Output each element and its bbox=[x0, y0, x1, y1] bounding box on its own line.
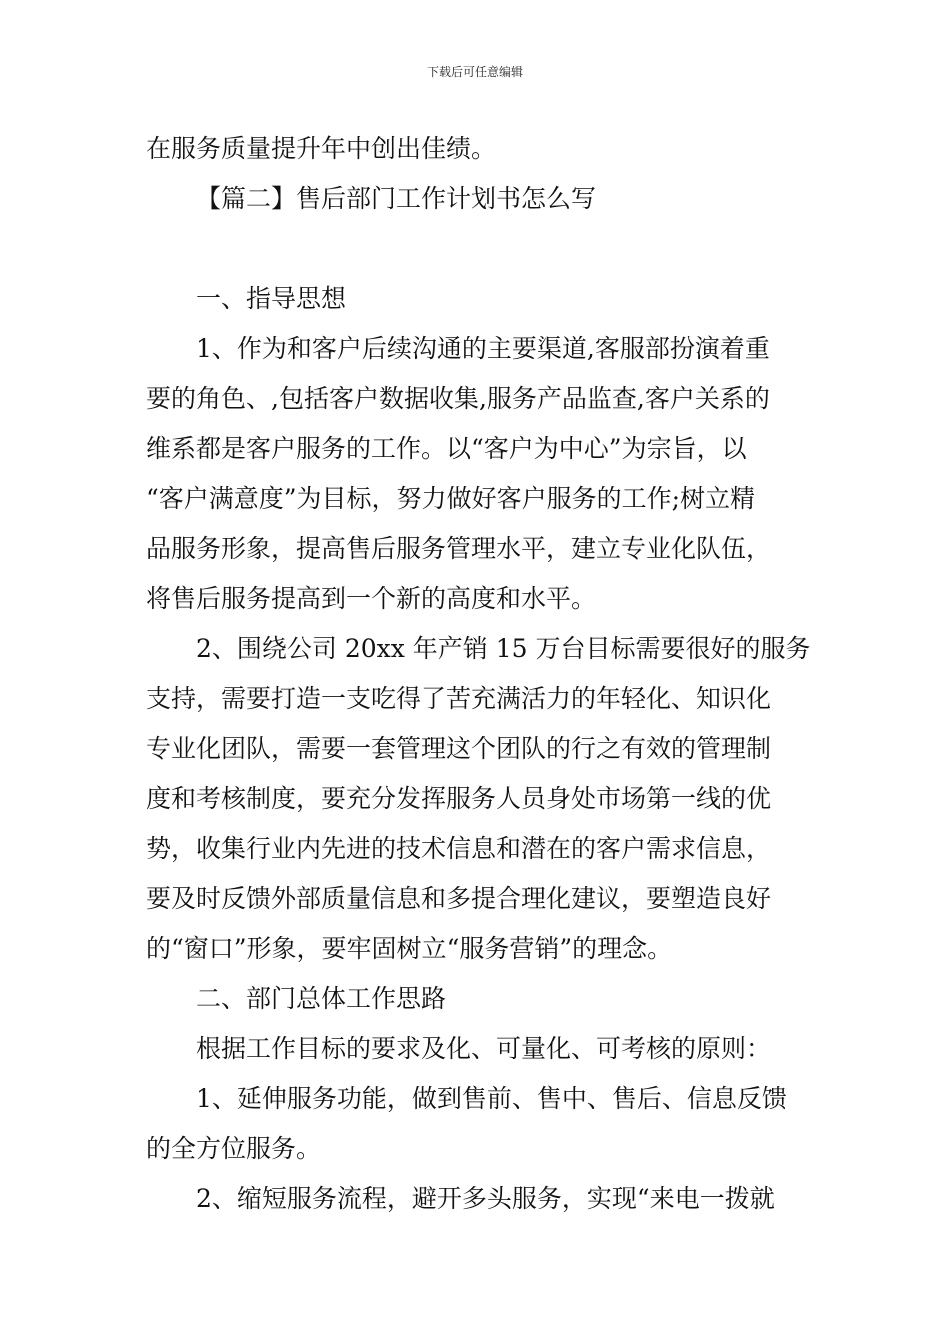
document-body bbox=[146, 124, 811, 1224]
section-title: 【篇二】售后部门工作计划书怎么写 bbox=[196, 184, 597, 213]
paragraph-2-line: 2、围绕公司 20xx 年产销 15 万台目标需要很好的服务 bbox=[196, 634, 811, 663]
paragraph-1-line: 维系都是客户服务的工作。以“客户为中心”为宗旨，以 bbox=[146, 434, 747, 463]
paragraph-2-line: 专业化团队，需要一套管理这个团队的行之有效的管理制 bbox=[146, 734, 772, 763]
paragraph-2-line: 度和考核制度，要充分发挥服务人员身处市场第一线的优 bbox=[146, 784, 772, 813]
paragraph-2-line: 要及时反馈外部质量信息和多提合理化建议，要塑造良好 bbox=[146, 884, 772, 913]
paragraph-4-line: 的全方位服务。 bbox=[146, 1134, 322, 1163]
paragraph-2-line: 势，收集行业内先进的技术信息和潜在的客户需求信息， bbox=[146, 834, 772, 863]
paragraph-1-line: 品服务形象，提高售后服务管理水平，建立专业化队伍， bbox=[146, 534, 772, 563]
page-header: 下载后可任意编辑 bbox=[426, 65, 523, 79]
paragraph-1-line: 将售后服务提高到一个新的高度和水平。 bbox=[146, 584, 597, 613]
paragraph-2-line: 支持，需要打造一支吃得了苦充满活力的年轻化、知识化 bbox=[146, 684, 772, 713]
paragraph-3-line: 根据工作目标的要求及化、可量化、可考核的原则： bbox=[196, 1034, 772, 1063]
heading-overall-approach: 二、部门总体工作思路 bbox=[196, 984, 447, 1013]
blank-line bbox=[146, 224, 811, 274]
paragraph-1-line: 要的角色、,包括客户数据收集,服务产品监查,客户关系的 bbox=[146, 384, 770, 413]
paragraph-5-line: 2、缩短服务流程，避开多头服务，实现“来电一拨就 bbox=[196, 1184, 775, 1213]
paragraph-2-line: 的“窗口”形象，要牢固树立“服务营销”的理念。 bbox=[146, 934, 673, 963]
text-line: 在服务质量提升年中创出佳绩。 bbox=[146, 134, 497, 163]
paragraph-4-line: 1、延伸服务功能，做到售前、售中、售后、信息反馈 bbox=[196, 1084, 787, 1113]
paragraph-1-line: 1、作为和客户后续沟通的主要渠道,客服部扮演着重 bbox=[196, 334, 770, 363]
heading-guiding-thought: 一、指导思想 bbox=[196, 284, 347, 313]
paragraph-1-line: “客户满意度”为目标，努力做好客户服务的工作;树立精 bbox=[146, 484, 755, 513]
